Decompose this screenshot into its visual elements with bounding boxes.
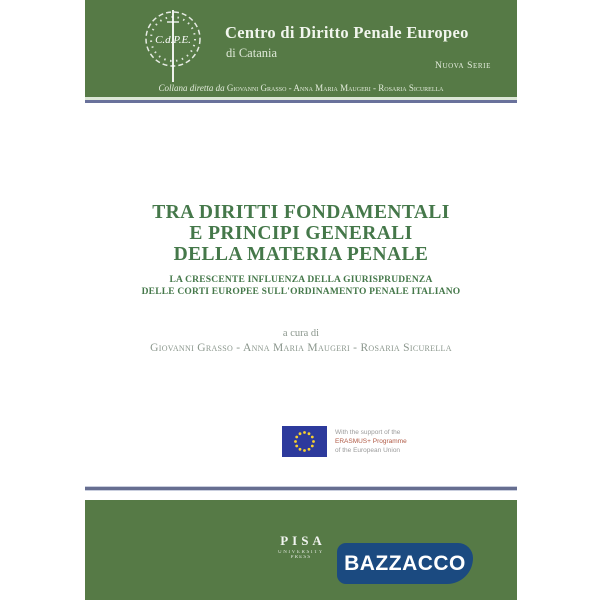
eu-support-block (282, 426, 407, 457)
book-subtitle-line-2: DELLE CORTI EUROPEE SULL'ORDINAMENTO PENALE ITALIANO (141, 287, 461, 297)
eu-support-text (335, 428, 407, 455)
eu-support-line-3: of the European Union (335, 447, 401, 454)
divider-pale-strip (85, 490, 517, 491)
publisher-line-2: UNIVERSITY (278, 550, 324, 555)
book-title-line-2: E PRINCIPI GENERALI (189, 223, 413, 244)
divider-slate-strip (85, 100, 517, 103)
book-subtitle-line-1: LA CRESCENTE INFLUENZA DELLA GIURISPRUDENZA (169, 275, 433, 285)
bazzacco-watermark-badge (337, 543, 473, 584)
bazzacco-label: BAZZACCO (344, 551, 466, 575)
collana-prefix: Collana diretta da (158, 83, 225, 93)
publisher-line-3: PRESS (290, 555, 312, 560)
publisher-name: PISA (280, 533, 326, 548)
footer-divider (85, 486, 517, 491)
book-title-line-3: DELLA MATERIA PENALE (173, 244, 429, 265)
book-cover (85, 0, 517, 600)
editors-prefix: a cura di (282, 328, 320, 339)
editors-names: Giovanni Grasso - Anna Maria Maugeri - Rosaria Sicurella (150, 342, 452, 354)
header-band (85, 0, 517, 97)
subtitle-block (85, 274, 517, 298)
eu-flag-icon (282, 426, 327, 457)
eu-support-line-1: With the support of the (335, 429, 401, 436)
series-label: Nuova Serie (435, 61, 491, 71)
editors-block (85, 328, 517, 354)
collana-directors: Giovanni Grasso - Anna Maria Maugeri - Rosaria Sicurella (226, 83, 444, 93)
cdpe-clock-logo-icon (141, 6, 205, 90)
eu-support-line-2: ERASMUS+ Programme (335, 438, 407, 445)
title-block (85, 202, 517, 298)
collana-line (85, 83, 517, 93)
center-name: Centro di Diritto Penale Europeo (225, 23, 469, 42)
book-title-line-1: TRA DIRITTI FONDAMENTALI (152, 202, 450, 223)
center-place: di Catania (226, 46, 278, 60)
header-divider (85, 97, 517, 103)
logo-monogram: C.d.P.E. (155, 34, 191, 46)
